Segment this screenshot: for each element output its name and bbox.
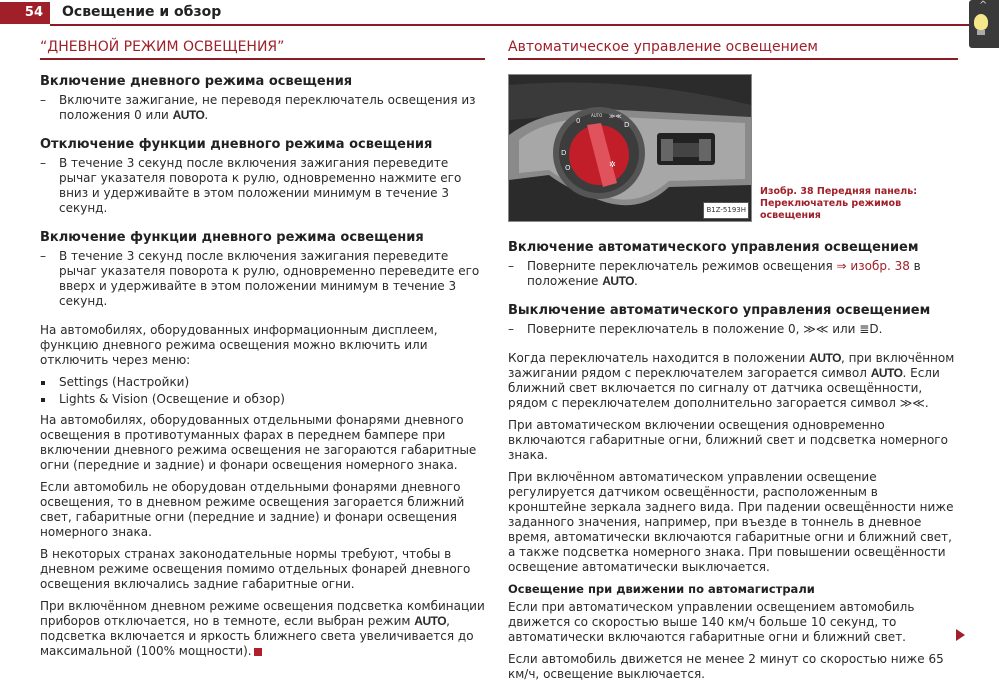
dial-label-0: 0 <box>576 117 581 125</box>
chapter-title: Освещение и обзор <box>62 4 222 20</box>
dial-label-fog: D <box>561 149 567 157</box>
light-switch-illustration <box>509 75 751 221</box>
paragraph: В некоторых странах законодательные нормы требуют, чтобы в дневном режиме освещения помимо отдельных фонарей дневного освещения включались задние габаритные огни. <box>40 547 471 591</box>
dial-label-rearfog: O <box>565 164 571 172</box>
end-of-section-icon <box>254 648 262 656</box>
dial-label-auto: AUTO <box>591 113 603 118</box>
bullet-icon <box>40 375 59 390</box>
step-item: – Включите зажигание, не переводя переключатель освещения из положения 0 или AUTO. <box>40 93 476 122</box>
step-text: Включите зажигание, не переводя переключатель освещения из положения 0 или <box>59 93 476 122</box>
figure-link[interactable]: ⇒ изобр. 38 <box>836 259 910 273</box>
light-switch-image <box>508 74 752 222</box>
subsection-heading: Отключение функции дневного режима освещения <box>40 137 433 152</box>
auto-symbol: AUTO <box>809 351 841 365</box>
auto-symbol: AUTO <box>870 366 903 380</box>
paragraph: При автоматическом включении освещения одновременно включаются габаритные огни, ближний свет и подсветка номерного знака. <box>508 418 948 462</box>
auto-symbol: AUTO <box>172 108 205 122</box>
step-text: В течение 3 секунд после включения зажигания переведите рычаг указателя поворота к рулю, одновременно нажмите его вниз и удерживайте в этом положении минимум в течение 3 секунд. <box>59 156 462 215</box>
list-item: Lights & Vision (Освещение и обзор) <box>40 392 485 407</box>
paragraph: Когда переключатель находится в положении AUTO, при включённом зажигании рядом с переключателем загорается символ AUTO. Если ближний свет включается по сигналу от датчика освещённости, рядом с переключателем дополнительно загорается символ ≫≪. <box>508 351 955 410</box>
left-column <box>40 40 485 666</box>
paragraph: При включённом автоматическом управлении освещение регулируется датчиком освещённости, расположенным в кронштейне зеркала заднего вида. При падении освещённости ниже заданного значения, например, при въезде в тоннель в дневное время, автоматически включаются габаритные огни и ближний свет, а также подсветка номерного знака. При повышении освещённости освещение автоматически выключается. <box>508 470 954 574</box>
figure-code: B1Z-5193H <box>703 202 749 219</box>
dial-label-lowbeam: D <box>624 121 630 129</box>
header-rule <box>50 24 999 26</box>
subsection-heading: Выключение автоматического управления освещением <box>508 303 931 318</box>
paragraph: Если автомобиль не оборудован отдельными фонарями дневного освещения, то в дневном режиме освещения загорается ближний свет, габаритные огни (передние и задние) и фонари освещения номерного знака. <box>40 480 465 539</box>
menu-list <box>40 375 485 407</box>
lightbulb-base <box>977 30 985 35</box>
paragraph: Если автомобиль движется не менее 2 минут со скоростью ниже 65 км/ч, освещение выключается. <box>508 652 944 681</box>
figure-block <box>508 74 958 222</box>
paragraph: На автомобилях, оборудованных информационным дисплеем, функцию дневного режима освещения можно включить или отключить через меню: <box>40 323 438 367</box>
bullet-icon <box>40 392 59 407</box>
subsection-heading: Включение автоматического управления освещением <box>508 240 919 255</box>
figure-caption: Изобр. 38 Передняя панель: Переключатель режимов освещения <box>760 186 918 221</box>
lightbulb-icon[interactable] <box>974 14 988 30</box>
step-item: – В течение 3 секунд после включения зажигания переведите рычаг указателя поворота к рулю, одновременно нажмите его вниз и удерживайте в этом положении минимум в течение 3 секунд. <box>40 156 485 216</box>
auto-symbol: AUTO <box>602 274 635 288</box>
page-header <box>0 0 999 26</box>
subsection-heading: Включение дневного режима освещения <box>40 74 353 89</box>
dial-label-light: ✲ <box>609 160 616 169</box>
chevron-up-icon[interactable]: ^ <box>979 0 988 11</box>
step-text: В течение 3 секунд после включения зажигания переведите рычаг указателя поворота к рулю, одновременно переведите его вверх и удерживайте в этом положении минимум в течение 3 секунд. <box>59 249 480 308</box>
section-title: “ДНЕВНОЙ РЕЖИМ ОСВЕЩЕНИЯ” <box>40 40 485 60</box>
step-item: – Поверните переключатель в положение 0, ≫≪ или ≣D. <box>508 322 883 336</box>
tip-panel[interactable] <box>969 0 999 48</box>
paragraph: При включённом дневном режиме освещения подсветка комбинации приборов отключается, но в темноте, если выбран режим AUTO, подсветка включается и яркость ближнего света увеличивается до максимальной (100% мощности). <box>40 599 485 658</box>
subsection-heading: Включение функции дневного режима освещения <box>40 230 424 245</box>
step-item: – Поверните переключатель режимов освещения ⇒ изобр. 38 в положение AUTO. <box>508 259 921 288</box>
dial-label-parking: ≫≪ <box>609 113 622 120</box>
next-page-arrow-icon[interactable] <box>956 629 965 641</box>
list-item: Settings (Настройки) <box>40 375 485 390</box>
step-text: Поверните переключатель в положение 0, ≫≪ или ≣D. <box>527 322 883 336</box>
right-column <box>508 40 958 689</box>
auto-symbol: AUTO <box>414 614 447 628</box>
page-number: 54 <box>0 2 50 24</box>
section-title: Автоматическое управление освещением <box>508 40 958 60</box>
step-item: – В течение 3 секунд после включения зажигания переведите рычаг указателя поворота к рулю, одновременно переведите его вверх и удерживайте в этом положении минимум в течение 3 секунд. <box>40 249 485 309</box>
paragraph: На автомобилях, оборудованных отдельными фонарями дневного освещения в противотуманных фарах в переднем бампере при включении дневного режима освещения не загораются габаритные огни (передние и задние) и фонари освещения номерного знака. <box>40 413 477 472</box>
subheading: Освещение при движении по автомагистрали <box>508 582 815 596</box>
paragraph: Если при автоматическом управлении освещением автомобиль движется со скоростью выше 140 км/ч больше 10 секунд, то автоматически включаются габаритные огни и ближний свет. <box>508 600 915 644</box>
